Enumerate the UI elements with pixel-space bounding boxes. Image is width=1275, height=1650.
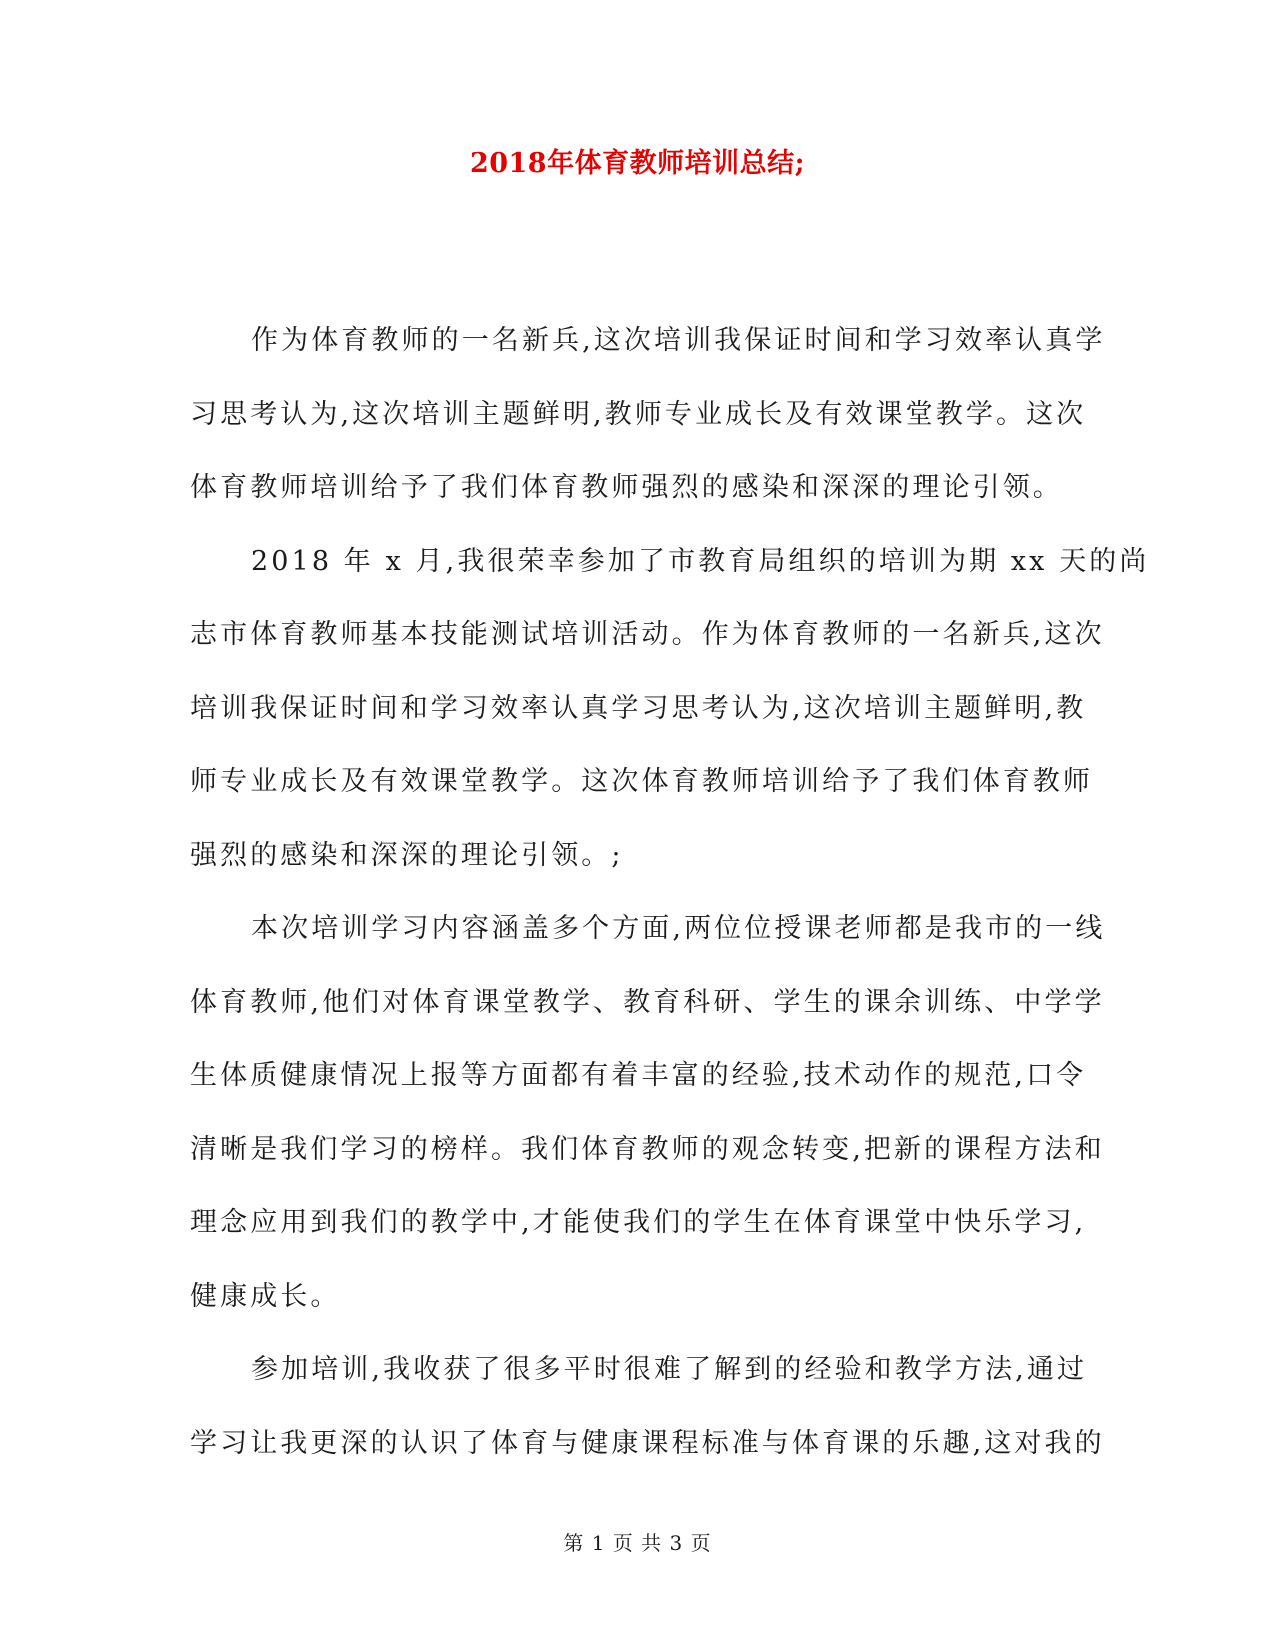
text-line: 培训我保证时间和学习效率认真学习思考认为,这次培训主题鲜明,教 <box>190 692 1087 724</box>
document-title: 2018年体育教师培训总结; <box>469 148 806 179</box>
paragraph-1 <box>190 304 1106 525</box>
paragraph-2 <box>190 525 1150 893</box>
text-line: 习思考认为,这次培训主题鲜明,教师专业成长及有效课堂教学。这次 <box>190 398 1087 430</box>
text-line: 学习让我更深的认识了体育与健康课程标准与体育课的乐趣,这对我的 <box>190 1427 1105 1459</box>
text-line: 体育教师培训给予了我们体育教师强烈的感染和深深的理论引领。 <box>190 472 1063 503</box>
text-line: 体育教师,他们对体育课堂教学、教育科研、学生的课余训练、中学学 <box>190 986 1105 1018</box>
page-number-footer: 第 1 页 共 3 页 <box>563 1531 712 1555</box>
text-line: 清晰是我们学习的榜样。我们体育教师的观念转变,把新的课程方法和 <box>190 1133 1105 1165</box>
text-line: 健康成长。 <box>190 1280 341 1312</box>
text-line: 作为体育教师的一名新兵,这次培训我保证时间和学习效率认真学 <box>251 325 1106 356</box>
text-line: 2018 年 x 月,我很荣幸参加了市教育局组织的培训为期 xx 天的尚 <box>251 545 1150 577</box>
text-line: 强烈的感染和深深的理论引领。; <box>190 839 624 871</box>
text-line: 志市体育教师基本技能测试培训活动。作为体育教师的一名新兵,这次 <box>190 619 1105 650</box>
paragraph-3 <box>190 892 1106 1333</box>
document-body <box>190 304 1150 1480</box>
text-line: 理念应用到我们的教学中,才能使我们的学生在体育课堂中快乐学习, <box>190 1207 1087 1238</box>
paragraph-4 <box>190 1333 1105 1480</box>
text-line: 本次培训学习内容涵盖多个方面,两位位授课老师都是我市的一线 <box>251 913 1106 944</box>
text-line: 生体质健康情况上报等方面都有着丰富的经验,技术动作的规范,口令 <box>190 1060 1087 1091</box>
text-line: 师专业成长及有效课堂教学。这次体育教师培训给予了我们体育教师 <box>190 766 1093 797</box>
text-line: 参加培训,我收获了很多平时很难了解到的经验和教学方法,通过 <box>251 1354 1088 1385</box>
